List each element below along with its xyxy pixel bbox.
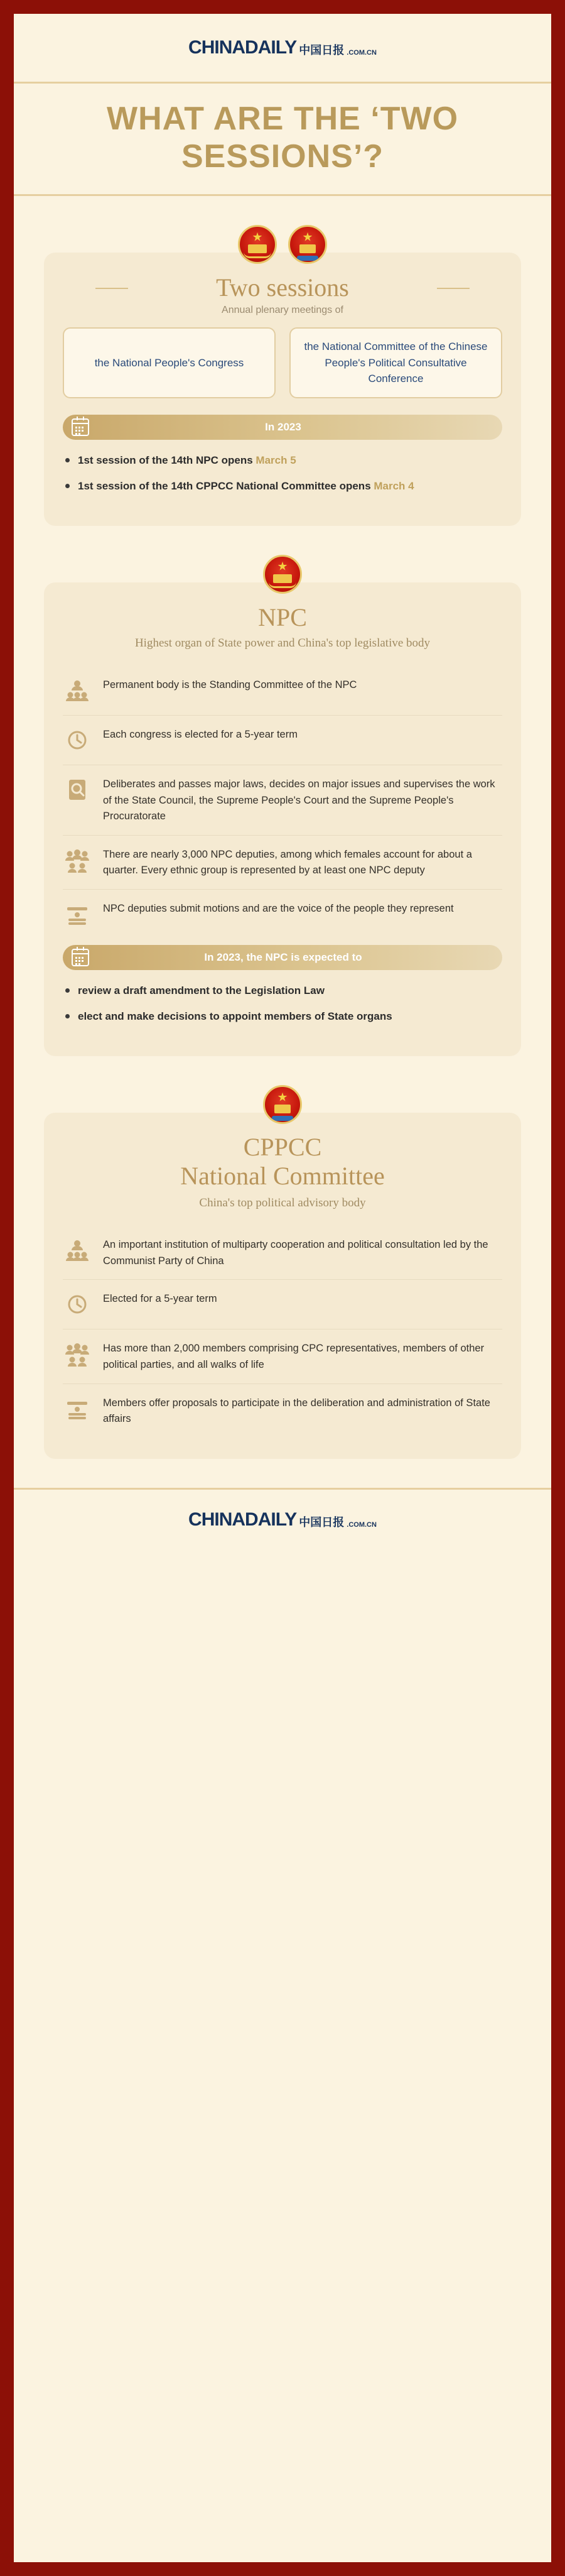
gate-shape xyxy=(299,244,316,253)
podium-icon xyxy=(63,1394,92,1423)
npc-emblem-wrap xyxy=(14,555,551,594)
cppcc-card xyxy=(44,1113,521,1459)
two-sessions-emblems xyxy=(14,225,551,264)
two-sessions-card xyxy=(44,253,521,526)
chinadaily-logo xyxy=(188,37,377,58)
fact-text: Each congress is elected for a 5-year term xyxy=(103,729,298,740)
list-item xyxy=(63,452,502,469)
national-emblem-icon xyxy=(263,555,302,594)
fact-text: An important institution of multiparty cooperation and political consultation led by the Communist Party of China xyxy=(103,1239,488,1267)
cppcc-facts xyxy=(63,1226,502,1437)
people-icon xyxy=(63,676,92,705)
bullet-text: elect and make decisions to appoint members of State organs xyxy=(78,1010,392,1023)
npc-title xyxy=(63,603,502,632)
npc-card xyxy=(44,582,521,1056)
list-item xyxy=(63,478,502,494)
cppcc-emblem-wrap xyxy=(14,1085,551,1124)
list-item xyxy=(63,983,502,999)
infographic-page xyxy=(14,14,551,2562)
logo-domain: .COM.CN xyxy=(347,49,377,57)
spacer xyxy=(14,1056,551,1085)
list-item xyxy=(63,765,502,836)
bullet-text: review a draft amendment to the Legislation Law xyxy=(78,984,325,996)
clock-icon xyxy=(63,726,92,755)
spacer xyxy=(14,526,551,555)
people-icon xyxy=(63,1236,92,1265)
list-item xyxy=(63,1384,502,1438)
list-item xyxy=(63,1329,502,1384)
page-title: WHAT ARE THE ‘TWO SESSIONS’? xyxy=(106,101,459,175)
list-item xyxy=(63,1226,502,1280)
bullet-highlight: March 5 xyxy=(256,454,296,466)
two-sessions-boxes xyxy=(63,327,502,398)
logo-wordmark: CHINADAILY xyxy=(188,37,297,58)
star-glyph: ★ xyxy=(277,1091,288,1105)
npc-bullets xyxy=(63,983,502,1025)
box-cppcc: the National Committee of the Chinese People's Political Consultative Conference xyxy=(289,327,502,398)
logo-domain: .COM.CN xyxy=(347,1520,377,1529)
two-sessions-bullets xyxy=(63,452,502,494)
footer xyxy=(14,1488,551,1550)
two-sessions-title-text: Two sessions xyxy=(216,273,349,302)
two-sessions-title xyxy=(63,273,502,302)
bullet-text: 1st session of the 14th CPPCC National Committee opens xyxy=(78,480,374,492)
cppcc-title-line2: National Committee xyxy=(180,1161,385,1190)
calendar-icon xyxy=(72,418,89,436)
fact-text: Permanent body is the Standing Committee of the NPC xyxy=(103,679,357,690)
list-item xyxy=(63,1008,502,1025)
logo-chinese: 中国日报 xyxy=(299,44,345,57)
cppcc-title xyxy=(63,1133,502,1191)
cppcc-subtitle: China's top political advisory body xyxy=(199,1196,366,1209)
chinadaily-logo-footer xyxy=(188,1509,377,1531)
fact-text: There are nearly 3,000 NPC deputies, among which females account for about a quarter. Every ethnic group is represented by at least one NPC deputy xyxy=(103,848,472,876)
bullet-text: 1st session of the 14th NPC opens xyxy=(78,454,256,466)
calendar-icon xyxy=(72,949,89,966)
npc-band xyxy=(63,945,502,970)
ribbon-shape xyxy=(297,256,318,261)
star-glyph: ★ xyxy=(302,231,313,244)
title-band xyxy=(14,82,551,196)
masthead xyxy=(14,14,551,82)
star-glyph: ★ xyxy=(277,560,288,574)
star-glyph: ★ xyxy=(252,231,263,244)
rule-left xyxy=(95,288,128,289)
npc-title-text: NPC xyxy=(258,603,307,631)
box-npc: the National People's Congress xyxy=(63,327,276,398)
fact-text: Elected for a 5-year term xyxy=(103,1293,217,1305)
two-sessions-subtitle: Annual plenary meetings of xyxy=(222,305,343,315)
wheat-shape xyxy=(244,252,271,258)
fact-text: Has more than 2,000 members comprising CPC representatives, members of other political parties, and all walks of life xyxy=(103,1343,485,1370)
two-sessions-band-label: In 2023 xyxy=(265,420,301,433)
list-item xyxy=(63,890,502,939)
section-npc xyxy=(14,555,551,1056)
group-people-icon xyxy=(63,1340,92,1368)
logo-wordmark: CHINADAILY xyxy=(188,1509,297,1530)
section-two-sessions xyxy=(14,225,551,526)
cppcc-title-line1: CPPCC xyxy=(243,1132,322,1161)
rule-right xyxy=(437,288,470,289)
wheat-shape xyxy=(269,582,296,588)
fact-text: NPC deputies submit motions and are the voice of the people they represent xyxy=(103,902,454,914)
document-search-icon xyxy=(63,775,92,804)
list-item xyxy=(63,836,502,890)
gate-shape xyxy=(274,1105,291,1113)
bullet-highlight: March 4 xyxy=(374,480,414,492)
npc-subtitle: Highest organ of State power and China's top legislative body xyxy=(134,636,431,650)
group-people-icon xyxy=(63,846,92,875)
clock-icon xyxy=(63,1290,92,1319)
npc-facts xyxy=(63,666,502,939)
national-emblem-icon xyxy=(238,225,277,264)
spacer xyxy=(14,196,551,225)
list-item xyxy=(63,1280,502,1329)
fact-text: Deliberates and passes major laws, decides on major issues and supervises the work of the State Council, the Supreme People's Court and the Supreme People's Procuratorate xyxy=(103,778,495,822)
npc-band-label: In 2023, the NPC is expected to xyxy=(204,951,362,963)
cppcc-emblem-icon xyxy=(263,1085,302,1124)
two-sessions-band xyxy=(63,415,502,440)
logo-chinese: 中国日报 xyxy=(299,1515,345,1529)
cppcc-emblem-icon xyxy=(288,225,327,264)
podium-icon xyxy=(63,900,92,929)
fact-text: Members offer proposals to participate in the deliberation and administration of State affairs xyxy=(103,1397,490,1425)
list-item xyxy=(63,716,502,765)
ribbon-shape xyxy=(272,1116,293,1121)
section-cppcc xyxy=(14,1085,551,1459)
list-item xyxy=(63,666,502,716)
